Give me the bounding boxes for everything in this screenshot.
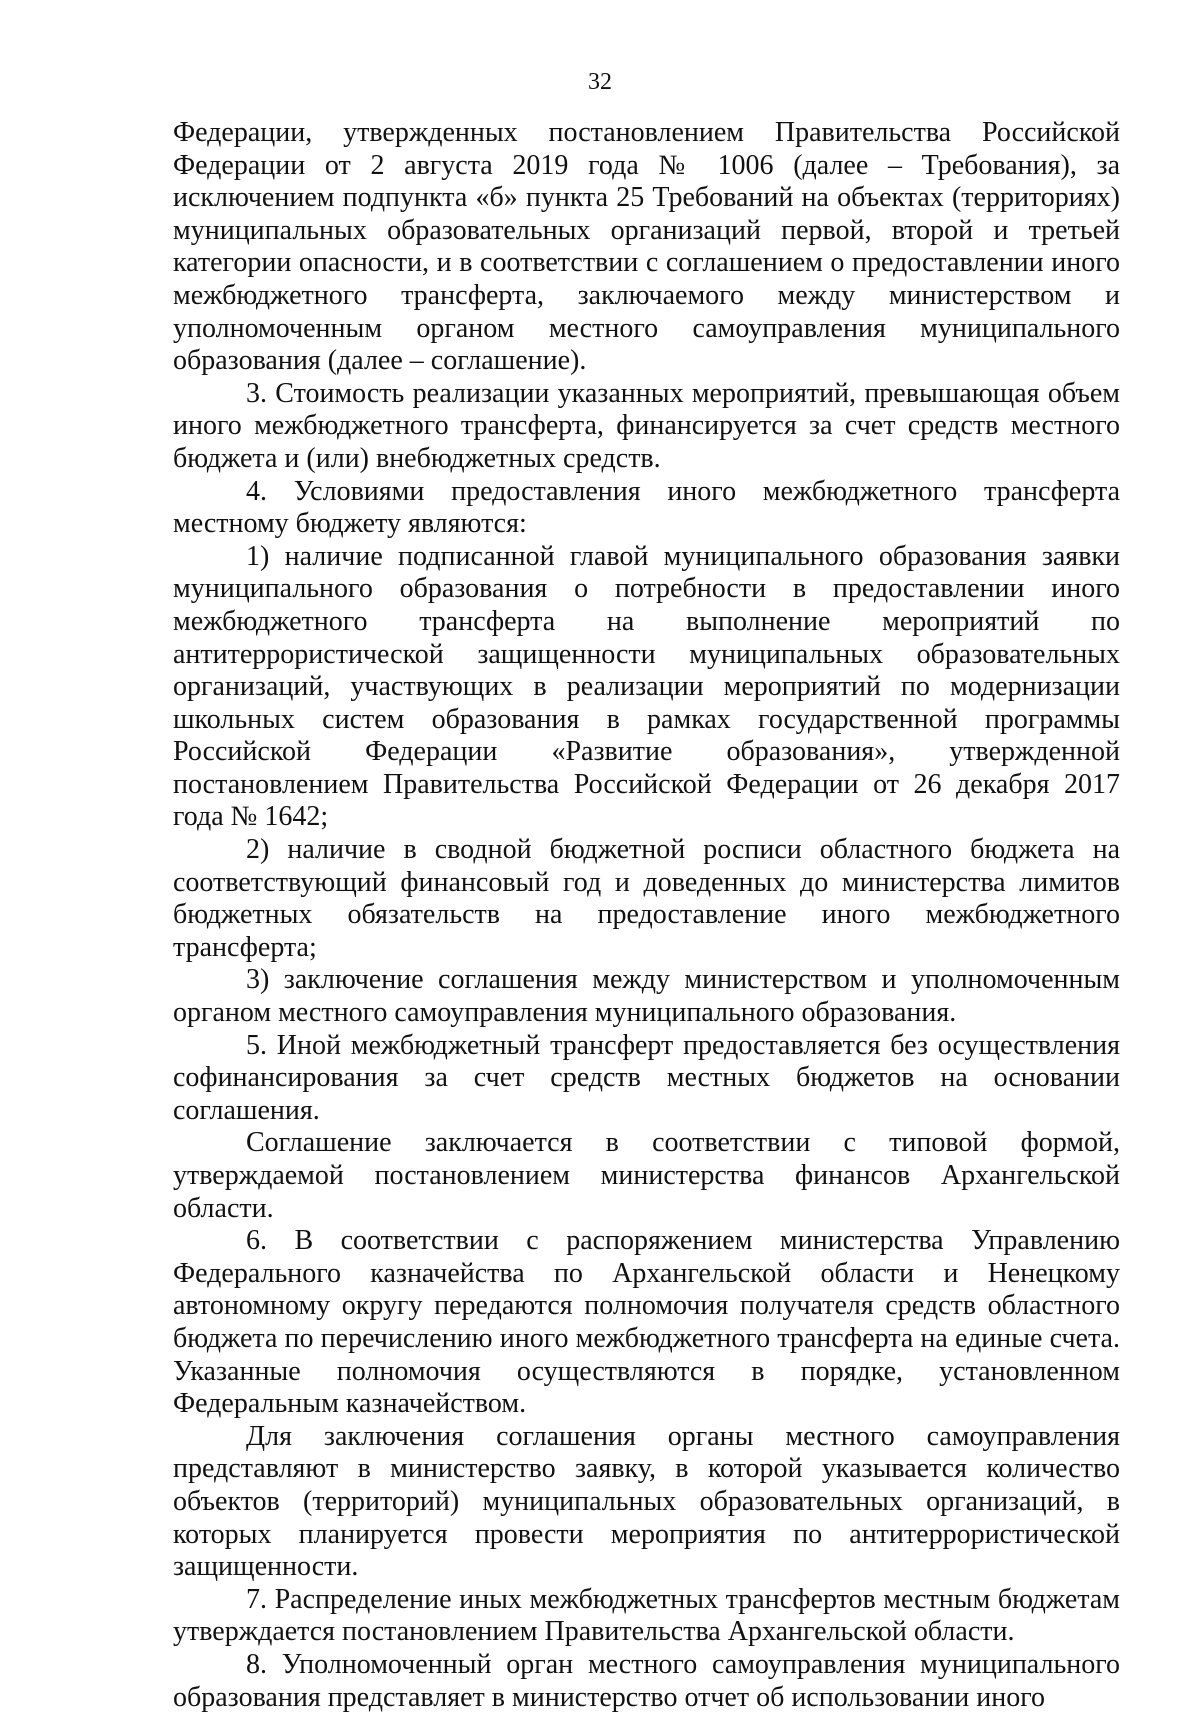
paragraph-item-5: 5. Иной межбюджетный трансферт предоставляется без осуществления софинансирования за счет средств местных бюджетов на основании соглашения. (173, 1029, 1120, 1126)
paragraph-agreement-form: Соглашение заключается в соответствии с типовой формой, утверждаемой постановлением министерства финансов Архангельской области. (173, 1127, 1120, 1224)
paragraph-item-6: 6. В соответствии с распоряжением министерства Управлению Федерального казначейства по Архангельской области и Ненецкому автономному округу передаются полномочия получателя средств областного бюджета по перечислению иного межбюджетного трансферта на единые счета. Указанные полномочия осуществляются в порядке, установленном Федеральным казначейством. (173, 1225, 1120, 1420)
page-number: 32 (588, 69, 612, 95)
paragraph-subitem-2: 2) наличие в сводной бюджетной росписи областного бюджета на соответствующий финансовый год и доведенных до министерства лимитов бюджетных обязательств на предоставление иного межбюджетного трансферта; (173, 834, 1120, 963)
paragraph-subitem-1: 1) наличие подписанной главой муниципального образования заявки муниципального образования о потребности в предоставлении иного межбюджетного трансферта на выполнение мероприятий по антитеррористической защищенности муниципальных образовательных организаций, участвующих в реализации мероприятий по модернизации школьных систем образования в рамках государственной программы Российской Федерации «Развитие образования», утвержденной постановлением Правительства Российской Федерации от 26 декабря 2017 года № 1642; (173, 540, 1120, 833)
paragraph-item-4: 4. Условиями предоставления иного межбюджетного трансферта местному бюджету являются: (173, 475, 1120, 540)
paragraph-application: Для заключения соглашения органы местного самоуправления представляют в министерство заявку, в которой указывается количество объектов (территорий) муниципальных образовательных организаций, в которых планируется провести мероприятия по антитеррористической защищенности. (173, 1420, 1120, 1583)
paragraph-item-7: 7. Распределение иных межбюджетных трансфертов местным бюджетам утверждается постановлением Правительства Архангельской области. (173, 1583, 1120, 1648)
paragraph-continuation: Федерации, утвержденных постановлением Правительства Российской Федерации от 2 августа 2019 года № 1006 (далее – Требования), за исключением подпункта «б» пункта 25 Требований на объектах (территориях) муниципальных образовательных организаций первой, второй и третьей категории опасности, и в соответствии с соглашением о предоставлении иного межбюджетного трансферта, заключаемого между министерством и уполномоченным органом местного самоуправления муниципального образования (далее – соглашение). (173, 117, 1120, 377)
document-body (173, 117, 1120, 1714)
paragraph-subitem-3: 3) заключение соглашения между министерством и уполномоченным органом местного самоуправления муниципального образования. (173, 964, 1120, 1029)
paragraph-item-8: 8. Уполномоченный орган местного самоуправления муниципального образования представляет в министерство отчет об использовании иного (173, 1648, 1120, 1713)
paragraph-item-3: 3. Стоимость реализации указанных мероприятий, превышающая объем иного межбюджетного трансферта, финансируется за счет средств местного бюджета и (или) внебюджетных средств. (173, 377, 1120, 474)
